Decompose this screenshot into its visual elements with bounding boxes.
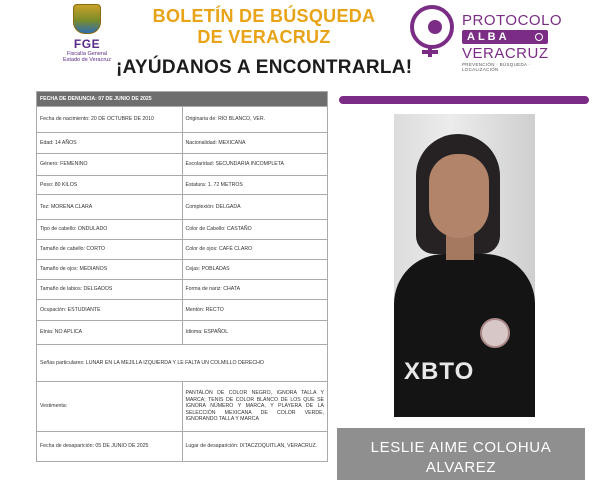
person-name	[337, 438, 585, 478]
bulletin-subtitle: ¡AYÚDANOS A ENCONTRARLA!	[116, 57, 413, 78]
field-skin: Tez: MORENA CLARA	[37, 195, 183, 220]
fge-logo-title: FGE	[73, 37, 101, 51]
alba-logo-tagline: PREVENCIÓN · BÚSQUEDA · LOCALIZACIÓN	[462, 62, 531, 72]
field-gender: Género: FEMENINO	[37, 154, 183, 176]
field-clothing-label: Vestimenta:	[37, 382, 183, 432]
field-clothing-desc: PANTALÓN DE COLOR NEGRO, IGNORA TALLA Y MARCA; TENIS DE COLOR BLANCO DE LOS QUE SE IGNORA NÚMERO Y MARCA, Y PLAYERA DE LA SELECCIÓN MEXICANA DE COLOR VERDE, IGNORANDO TALLA Y MARCA	[182, 382, 328, 432]
missing-person-photo	[394, 114, 535, 417]
field-age: Edad: 14 AÑOS	[37, 133, 183, 154]
fge-logo	[60, 4, 114, 63]
alba-logo-line1: PROTOCOLO	[462, 12, 563, 29]
field-disappearance-date: Fecha de desaparición: 05 DE JUNIO DE 2025	[37, 432, 183, 462]
protocolo-alba-logo	[406, 2, 566, 72]
field-chin: Mentón: RECTO	[182, 300, 328, 321]
alba-logo-line3: VERACRUZ	[462, 45, 549, 62]
field-lip-size: Tamaño de labios: DELGADOS	[37, 280, 183, 300]
person-name-line1: LESLIE AIME COLOHUA	[370, 439, 552, 456]
field-language: Idioma: ESPAÑOL	[182, 321, 328, 345]
field-hair-color: Color de Cabello: CASTAÑO	[182, 220, 328, 240]
search-icon	[535, 33, 543, 41]
field-nationality: Nacionalidad: MEXICANA	[182, 133, 328, 154]
report-date: FECHA DE DENUNCIA: 07 DE JUNIO DE 2025	[37, 92, 328, 107]
field-hair-length: Tamaño de cabello: CORTO	[37, 240, 183, 260]
club-badge-icon	[480, 318, 510, 348]
person-name-line2: ALVAREZ	[425, 459, 497, 476]
field-nose-shape: Forma de nariz: CHATA	[182, 280, 328, 300]
bulletin-table	[36, 91, 328, 462]
field-origin: Originaria de: RÍO BLANCO, VER.	[182, 107, 328, 133]
alba-logo-box	[462, 30, 548, 44]
venus-icon	[410, 5, 454, 49]
divider-bar	[339, 96, 589, 104]
veracruz-shield-icon	[73, 4, 101, 34]
field-build: Complexión: DELGADA	[182, 195, 328, 220]
bulletin-title: BOLETÍN DE BÚSQUEDA DE VERACRUZ	[152, 6, 376, 47]
field-eyebrows: Cejas: POBLADAS	[182, 260, 328, 280]
person-name-box	[337, 428, 585, 480]
field-particular-signs: Señas particulares: LUNAR EN LA MEJILLA IZQUIERDA Y LE FALTA UN COLMILLO DERECHO	[37, 345, 328, 382]
field-occupation: Ocupación: ESTUDIANTE	[37, 300, 183, 321]
fge-logo-subtitle-2: Estado de Veracruz	[62, 57, 111, 63]
field-disappearance-place: Lugar de desaparición: IXTACZOQUITLAN, VERACRUZ.	[182, 432, 328, 462]
field-schooling: Escolaridad: SECUNDARIA INCOMPLETA	[182, 154, 328, 176]
field-eye-color: Color de ojos: CAFÉ CLARO	[182, 240, 328, 260]
field-ethnicity: Etnia: NO APLICA	[37, 321, 183, 345]
field-height: Estatura: 1. 72 METROS	[182, 176, 328, 195]
alba-logo-line2: ALBA	[467, 31, 510, 43]
field-birthdate: Fecha de nacimiento: 20 DE OCTUBRE DE 2010	[37, 107, 183, 133]
field-weight: Peso: 80 KILOS	[37, 176, 183, 195]
shirt-sponsor-text: XBTO	[404, 358, 475, 385]
fge-logo-subtitle-1: Fiscalía General	[66, 51, 108, 57]
field-eye-size: Tamaño de ojos: MEDIANOS	[37, 260, 183, 280]
field-hair-type: Tipo de cabello: ONDULADO	[37, 220, 183, 240]
